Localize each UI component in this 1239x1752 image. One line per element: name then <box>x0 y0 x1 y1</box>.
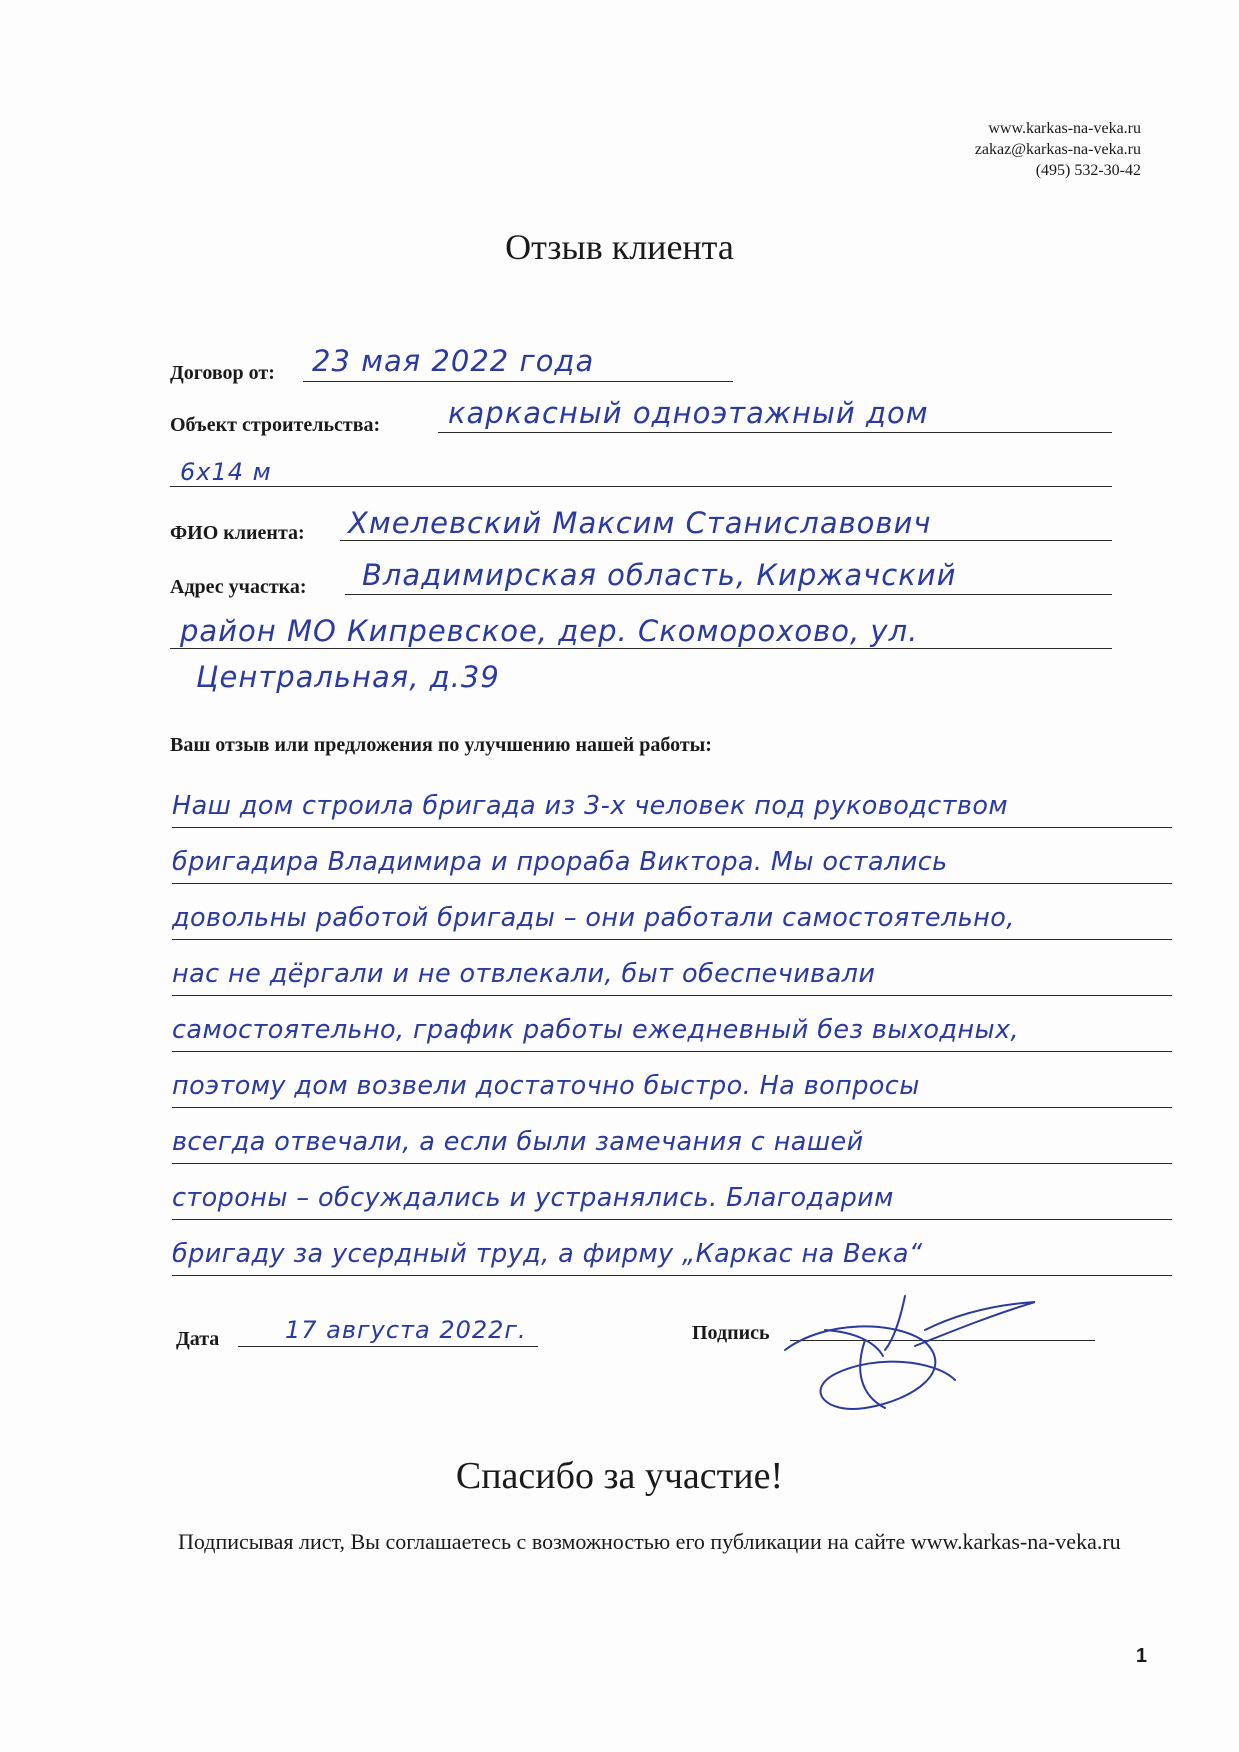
object-value-2: 6х14 м <box>180 458 272 486</box>
address-line-1 <box>345 594 1112 595</box>
date-line <box>238 1346 538 1347</box>
review-line: стороны – обсуждались и устранялись. Благодарим <box>172 1164 1172 1220</box>
client-value: Хмелевский Максим Станиславович <box>348 506 932 540</box>
address-value-3: Центральная, д.39 <box>196 660 500 694</box>
date-label: Дата <box>176 1328 220 1350</box>
phone-text: (495) 532-30-42 <box>1035 162 1141 179</box>
address-value-2: район МО Кипревское, дер. Скоморохово, ул. <box>180 614 919 648</box>
contract-value: 23 мая 2022 года <box>312 344 595 378</box>
object-value-1: каркасный одноэтажный дом <box>448 396 929 430</box>
client-line <box>340 540 1112 541</box>
address-line-2 <box>170 648 1112 649</box>
handwritten-signature <box>765 1290 1095 1420</box>
contract-label: Договор от: <box>170 362 275 384</box>
signature-label: Подпись <box>692 1322 770 1344</box>
company-contacts <box>975 118 1141 181</box>
object-label: Объект строительства: <box>170 414 381 436</box>
object-line-2 <box>170 486 1112 487</box>
contract-line <box>303 381 733 382</box>
address-label: Адрес участка: <box>170 576 307 598</box>
date-value: 17 августа 2022г. <box>285 1316 527 1344</box>
email-text: zakaz@karkas-na-veka.ru <box>974 141 1141 158</box>
review-line: нас не дёргали и не отвлекали, быт обеспечивали <box>172 940 1172 996</box>
page-number: 1 <box>1135 1645 1147 1667</box>
website-text: www.karkas-na-veka.ru <box>988 120 1141 137</box>
client-label: ФИО клиента: <box>170 522 305 544</box>
consent-text: Подписывая лист, Вы соглашаетесь с возможностью его публикации на сайте www.karkas-na-veka.ru <box>178 1529 1121 1554</box>
review-line: довольны работой бригады – они работали самостоятельно, <box>172 884 1172 940</box>
review-line: бригаду за усердный труд, а фирму „Каркас на Века“ <box>172 1220 1172 1276</box>
thanks-heading: Спасибо за участие! <box>455 1455 784 1497</box>
review-line: Наш дом строила бригада из 3-х человек под руководством <box>172 772 1172 828</box>
review-line: самостоятельно, график работы ежедневный без выходных, <box>172 996 1172 1052</box>
review-label: Ваш отзыв или предложения по улучшению нашей работы: <box>170 734 712 756</box>
object-line-1 <box>438 432 1112 433</box>
review-line: бригадира Владимира и прораба Виктора. Мы остались <box>172 828 1172 884</box>
review-line: всегда отвечали, а если были замечания с нашей <box>172 1108 1172 1164</box>
review-text-block <box>172 772 1172 1276</box>
review-line: поэтому дом возвели достаточно быстро. На вопросы <box>172 1052 1172 1108</box>
page-title: Отзыв клиента <box>505 227 734 267</box>
address-value-1: Владимирская область, Киржачский <box>362 558 957 592</box>
